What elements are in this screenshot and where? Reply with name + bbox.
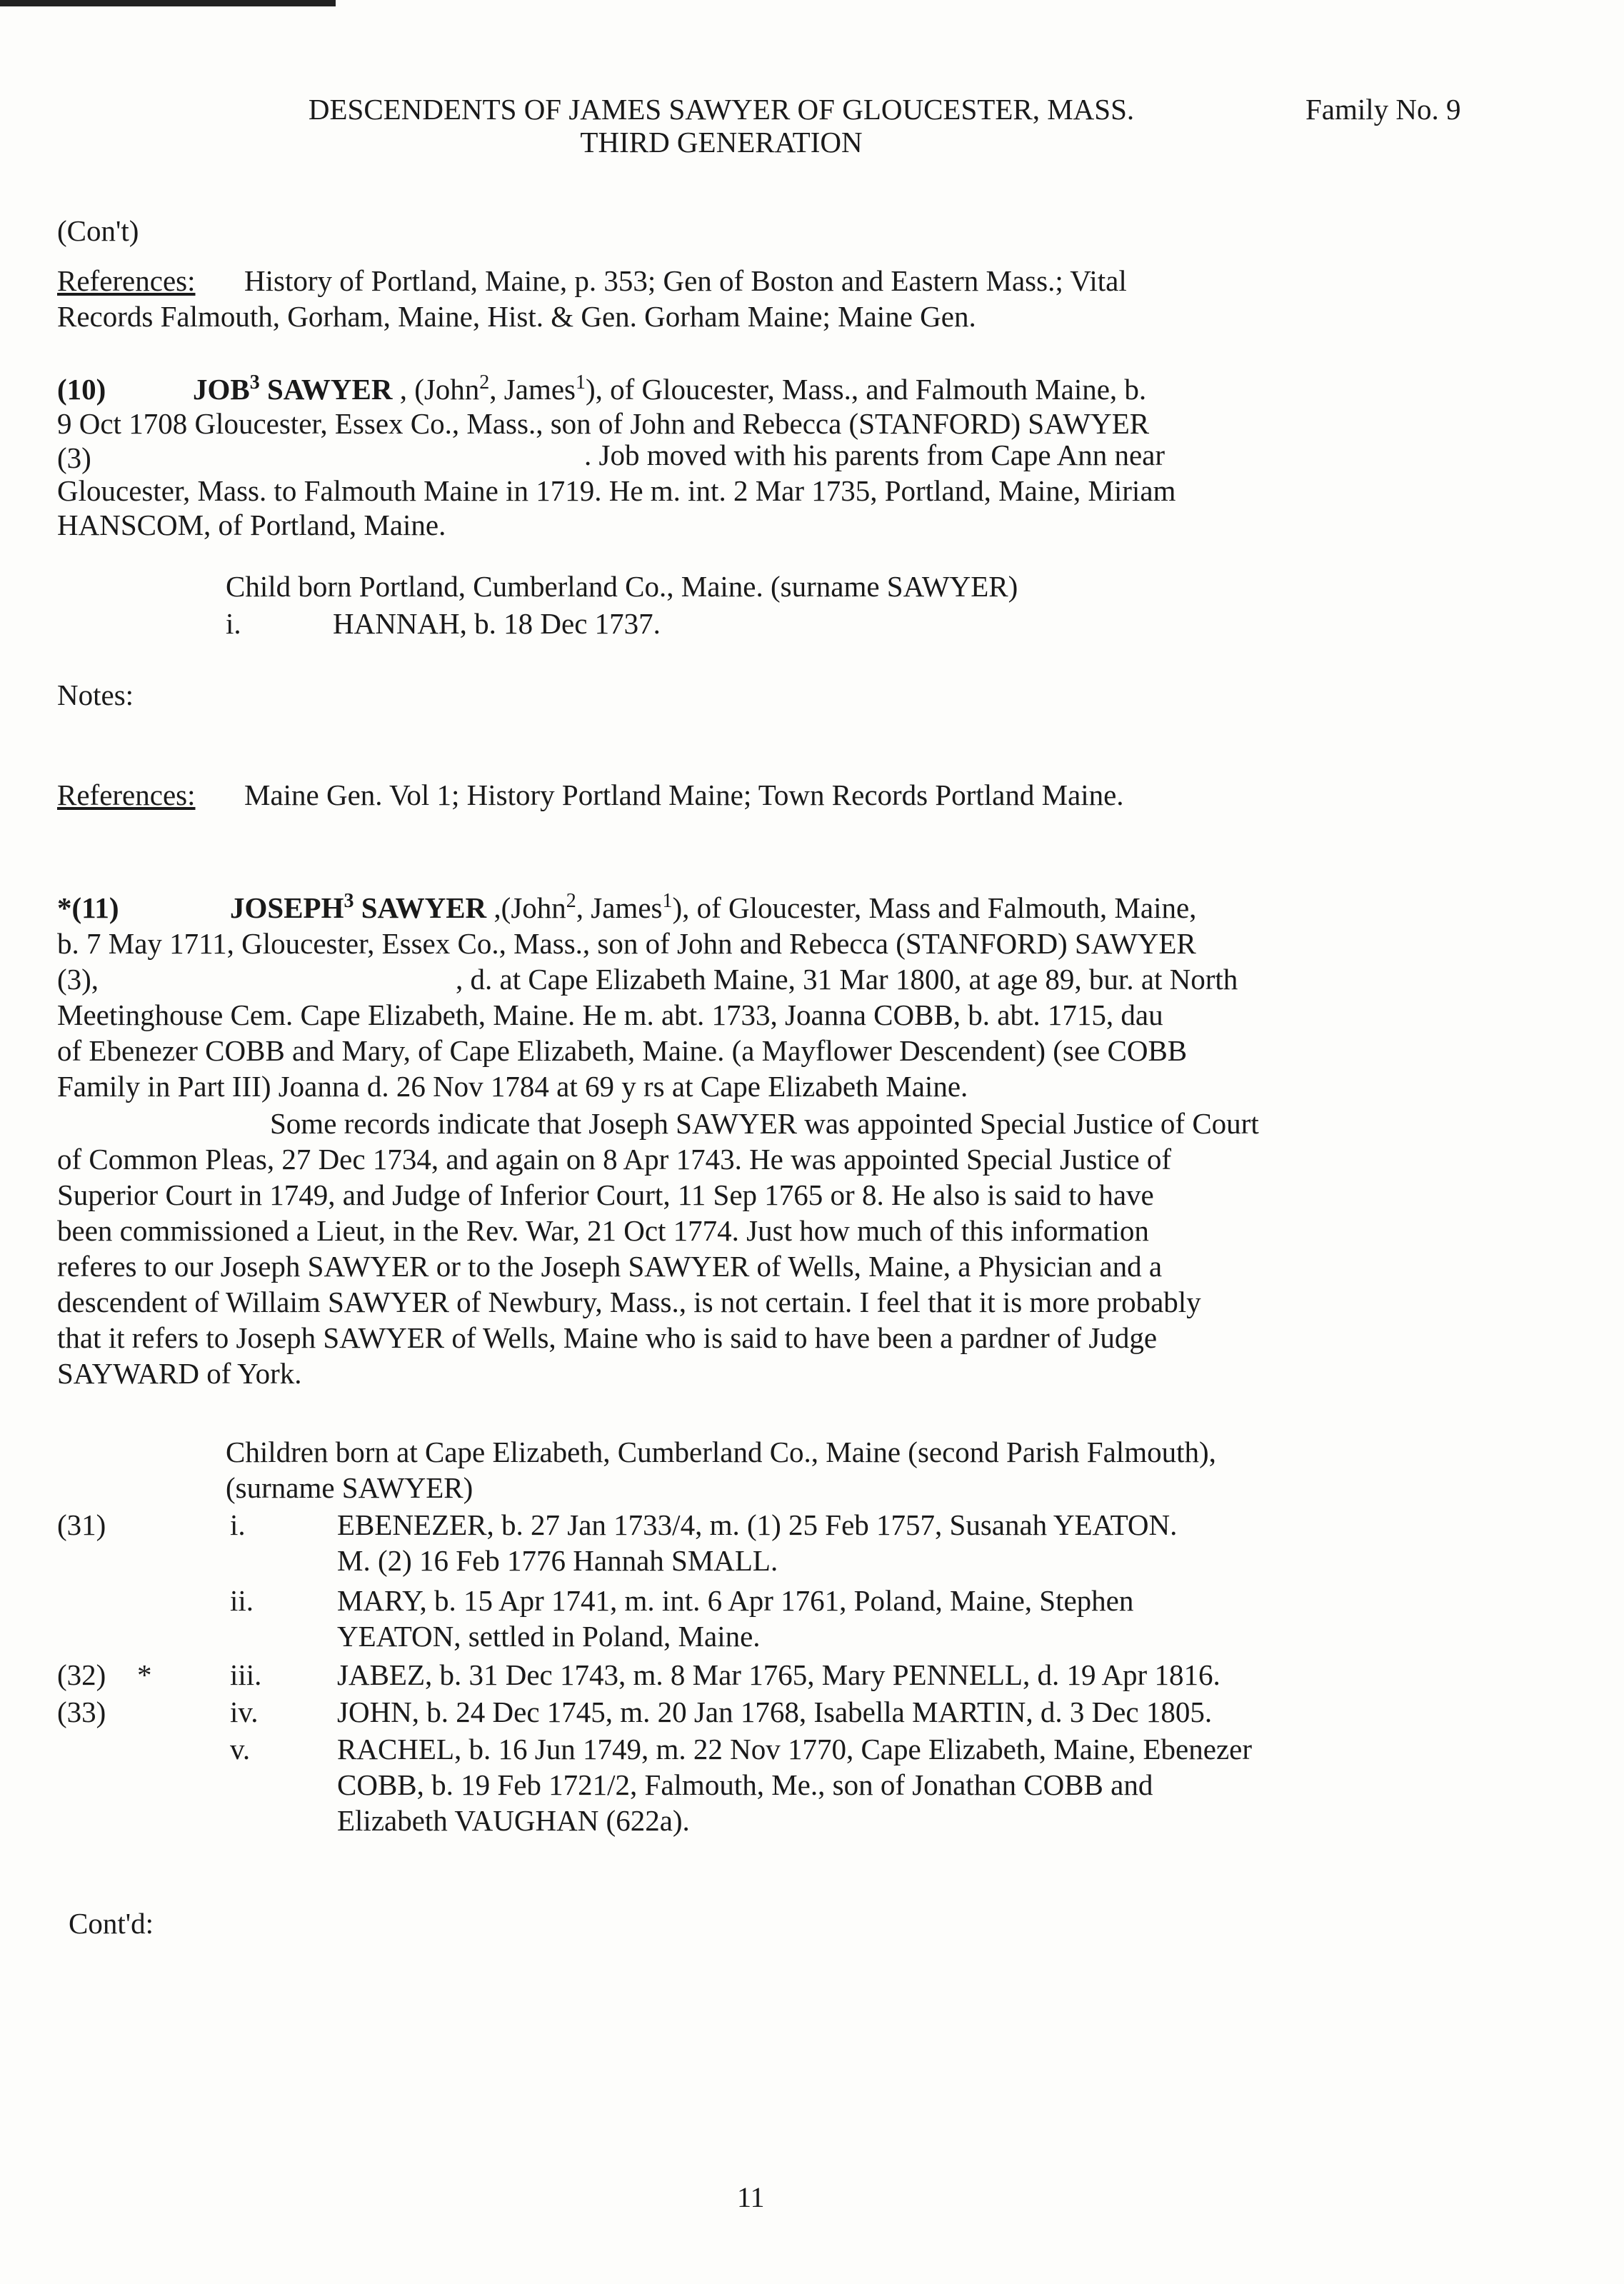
child-john-line-1: JOHN, b. 24 Dec 1745, m. 20 Jan 1768, Isabella MARTIN, d. 3 Dec 1805.	[337, 1696, 1213, 1728]
references-job	[57, 777, 1124, 813]
references-label: References:	[57, 264, 196, 297]
child-rachel-line-2: COBB, b. 19 Feb 1721/2, Falmouth, Me., son of Jonathan COBB and	[337, 1768, 1153, 1801]
child-roman: v.	[230, 1733, 251, 1765]
child-ref-number: (33)	[57, 1696, 106, 1728]
child-ref-number: (32)	[57, 1658, 106, 1691]
entry-number-11: *(11)	[57, 891, 119, 924]
joseph-para2-line-7: that it refers to Joseph SAWYER of Wells, Maine who is said to have been a pardner of Judge	[57, 1321, 1158, 1354]
child-mary-line-2: YEATON, settled in Poland, Maine.	[337, 1620, 761, 1653]
joseph-para2-line-2: of Common Pleas, 27 Dec 1734, and again on 8 Apr 1743. He was appointed Special Justice of	[57, 1143, 1171, 1176]
joseph-para2-line-5: referes to our Joseph SAWYER or to the Joseph SAWYER of Wells, Maine, a Physician and a	[57, 1250, 1163, 1283]
joseph-name: JOSEPH$^3$ SAWYER	[230, 890, 487, 924]
references-job-text: Maine Gen. Vol 1; History Portland Maine; Town Records Portland Maine.	[244, 778, 1124, 811]
joseph-children-intro-1: Children born at Cape Elizabeth, Cumberland Co., Maine (second Parish Falmouth),	[226, 1436, 1216, 1468]
job-name: JOB$^3$ SAWYER	[193, 371, 393, 406]
child-roman: ii.	[230, 1584, 254, 1617]
joseph-line-6: Family in Part III) Joanna d. 26 Nov 1784 at 69 y rs at Cape Elizabeth Maine.	[57, 1070, 968, 1103]
job-line-3: . Job moved with his parents from Cape Ann near	[584, 439, 1166, 471]
job-line-5: HANSCOM, of Portland, Maine.	[57, 509, 446, 541]
scan-edge-mark	[0, 0, 336, 6]
child-roman: i.	[230, 1508, 246, 1541]
child-mary-line-1: MARY, b. 15 Apr 1741, m. int. 6 Apr 1761, Poland, Maine, Stephen	[337, 1584, 1134, 1617]
references-line-2: Records Falmouth, Gorham, Maine, Hist. & Gen. Gorham Maine; Maine Gen.	[57, 300, 976, 333]
references-label: References:	[57, 778, 196, 811]
child-ebenezer-line-1: EBENEZER, b. 27 Jan 1733/4, m. (1) 25 Feb 1757, Susanah YEATON.	[337, 1508, 1178, 1541]
child-ebenezer-line-2: M. (2) 16 Feb 1776 Hannah SMALL.	[337, 1544, 778, 1577]
continued-bottom-label: Cont'd:	[69, 1907, 154, 1940]
references-line-1: History of Portland, Maine, p. 353; Gen of Boston and Eastern Mass.; Vital	[244, 264, 1127, 297]
page-number: 11	[737, 2181, 765, 2213]
child-rachel-line-3: Elizabeth VAUGHAN (622a).	[337, 1804, 690, 1837]
child-jabez-line-1: JABEZ, b. 31 Dec 1743, m. 8 Mar 1765, Mary PENNELL, d. 19 Apr 1816.	[337, 1658, 1220, 1691]
joseph-para2-line-8: SAYWARD of York.	[57, 1357, 302, 1390]
joseph-line-3: , d. at Cape Elizabeth Maine, 31 Mar 1800, at age 89, bur. at North	[456, 963, 1238, 996]
child-roman: iii.	[230, 1658, 262, 1691]
joseph-para2-line-1: Some records indicate that Joseph SAWYER was appointed Special Justice of Court	[270, 1107, 1259, 1140]
job-line-3-ref: (3)	[57, 441, 91, 474]
child-star-marker: *	[137, 1658, 152, 1691]
entry-number-10: (10)	[57, 373, 106, 406]
job-children-intro: Child born Portland, Cumberland Co., Maine. (surname SAWYER)	[226, 570, 1018, 603]
list-item: i.	[226, 607, 241, 640]
child-hannah: HANNAH, b. 18 Dec 1737.	[333, 607, 661, 640]
joseph-line-3-ref: (3),	[57, 963, 99, 996]
page-title	[236, 91, 1207, 160]
joseph-para2-line-3: Superior Court in 1749, and Judge of Inferior Court, 11 Sep 1765 or 8. He also is said to have	[57, 1178, 1154, 1211]
references-top	[57, 263, 1127, 299]
title-line-1: DESCENDENTS OF JAMES SAWYER OF GLOUCESTER, MASS.	[308, 93, 1135, 126]
job-heading: JOB$^3$ SAWYER , (John$^2$, James$^1$), of Gloucester, Mass., and Falmouth Maine, b.	[193, 371, 1147, 406]
joseph-children-intro-2: (surname SAWYER)	[226, 1471, 473, 1504]
joseph-line-5: of Ebenezer COBB and Mary, of Cape Elizabeth, Maine. (a Mayflower Descendent) (see COBB	[57, 1034, 1188, 1067]
job-line-4: Gloucester, Mass. to Falmouth Maine in 1719. He m. int. 2 Mar 1735, Portland, Maine, Miriam	[57, 474, 1176, 507]
joseph-line-4: Meetinghouse Cem. Cape Elizabeth, Maine. He m. abt. 1733, Joanna COBB, b. abt. 1715, dau	[57, 998, 1163, 1031]
joseph-para2-line-4: been commissioned a Lieut, in the Rev. War, 21 Oct 1774. Just how much of this information	[57, 1214, 1149, 1247]
family-number: Family No. 9	[1305, 93, 1461, 126]
child-roman: iv.	[230, 1696, 259, 1728]
child-ref-number: (31)	[57, 1508, 106, 1541]
title-line-2: THIRD GENERATION	[580, 126, 863, 159]
notes-label: Notes:	[57, 678, 134, 711]
joseph-line-2: b. 7 May 1711, Gloucester, Essex Co., Mass., son of John and Rebecca (STANFORD) SAWYER	[57, 927, 1196, 960]
job-line-2: 9 Oct 1708 Gloucester, Essex Co., Mass., son of John and Rebecca (STANFORD) SAWYER	[57, 407, 1150, 440]
joseph-para2-line-6: descendent of Willaim SAWYER of Newbury, Mass., is not certain. I feel that it is more probably	[57, 1286, 1201, 1318]
continued-label: (Con't)	[57, 214, 139, 247]
child-rachel-line-1: RACHEL, b. 16 Jun 1749, m. 22 Nov 1770, Cape Elizabeth, Maine, Ebenezer	[337, 1733, 1252, 1765]
joseph-heading: JOSEPH$^3$ SAWYER ,(John$^2$, James$^1$), of Gloucester, Mass and Falmouth, Maine,	[230, 890, 1197, 924]
